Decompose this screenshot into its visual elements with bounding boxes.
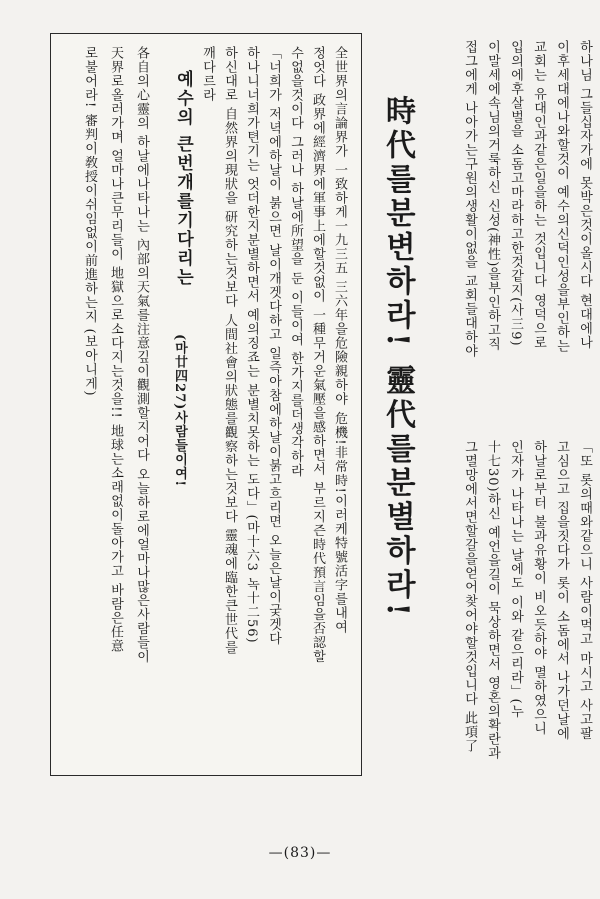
box-line-6: 하신대로 自然界의現狀을 研究하는것보다 人間社會의狀態를觀察하는것보다 靈魂에臨한큰世代를: [222, 46, 237, 655]
right-lower-line-2: 고심으고 집을짓다가 롯이 소돔에서 나가던날에: [554, 440, 569, 741]
box-line-7: 깨다르라: [200, 46, 215, 102]
box-line-2: 정엇다 政界에經濟界에軍事上에할것없이 一種무거운氣壓을感하면서 부르지즌時代預言임을否認할: [310, 46, 325, 664]
box-subheading: 예수의 큰번개를기다리는: [173, 70, 193, 287]
right-upper-line-3: 교회는 유대인과같은일을하는 것입니다 영덕으로: [531, 40, 546, 350]
right-lower-line-6: 그멸망에서면할갈을얻어찾어야할것입니다 此項了: [462, 440, 477, 754]
box-end-line-2: 天界로올러가며 얼마나큰무리들이 地獄으로소다지는것을!! 地球는소래없이돌아가고 바람은任意: [108, 46, 123, 653]
page-number: —(83)—: [268, 845, 332, 861]
box-line-4: 「너희가 저녁에하날이 붉으면 날이개겟다하고 일즉아참에하날이붉고흐리면 오늘은날이궂겟다: [266, 46, 281, 646]
headline: 時代를분변하라! 靈代를분별하라!: [380, 95, 415, 620]
box-line-5: 하나니너희가텬기는 엇더한지분별하면서 예의징죠는 분별치못하는 도다」(마十六3 녹十二56): [244, 46, 259, 644]
right-upper-line-5: 이말세에속님의거룩하신 신성(神性)을부인하고직: [485, 40, 500, 352]
box-line-1: 全世界의言論界가 一致하게一九三五 三六年을危險親하야 危機!非常時!이러케特號活字를내여: [332, 46, 347, 634]
box-line-3: 수없을것이다 그러나 하날에所望을 둔 이들이여 한가지를더생각하라: [288, 46, 303, 478]
right-lower-line-1: 「또 롯의때와같으니 사람이먹고 마시고 사고팔: [577, 440, 592, 741]
boxed-article: [50, 33, 362, 776]
box-end-line-1: 各自의心靈의 하날에나타나는 內部의天氣를注意깊이觀測할지어다 오늘하로에얼마나많은사람들이: [134, 46, 149, 664]
right-lower-line-5: 十七30)하신 예언을길이 묵상하면서 영혼의확란과: [485, 440, 500, 761]
right-upper-line-2: 이후세대에나와할것이 예수의신덕인성을부인하는: [554, 40, 569, 354]
right-upper-line-1: 하나님 그들십자가에 못박은것이올시다 현대에나: [577, 40, 592, 350]
right-upper-line-4: 입의에후살벌을 소돔고마라하고한것같지(사三9): [508, 40, 523, 347]
box-end-line-3: 로불어라! 審判이敎授이쉬임없이前進하는지 (보아니게): [82, 46, 97, 397]
right-lower-line-4: 인자가 나타나는 날에도 이와 같으리라」(누: [508, 440, 523, 719]
right-lower-line-3: 하날로부터 불과유황이 비오듯하야 멸하였으니: [531, 440, 546, 736]
box-subheading-ref: (마廿四27)사람들이여!: [172, 334, 187, 488]
right-upper-line-6: 접그에게 나아가는구원의생활이없을 교회들대하야: [462, 40, 477, 359]
